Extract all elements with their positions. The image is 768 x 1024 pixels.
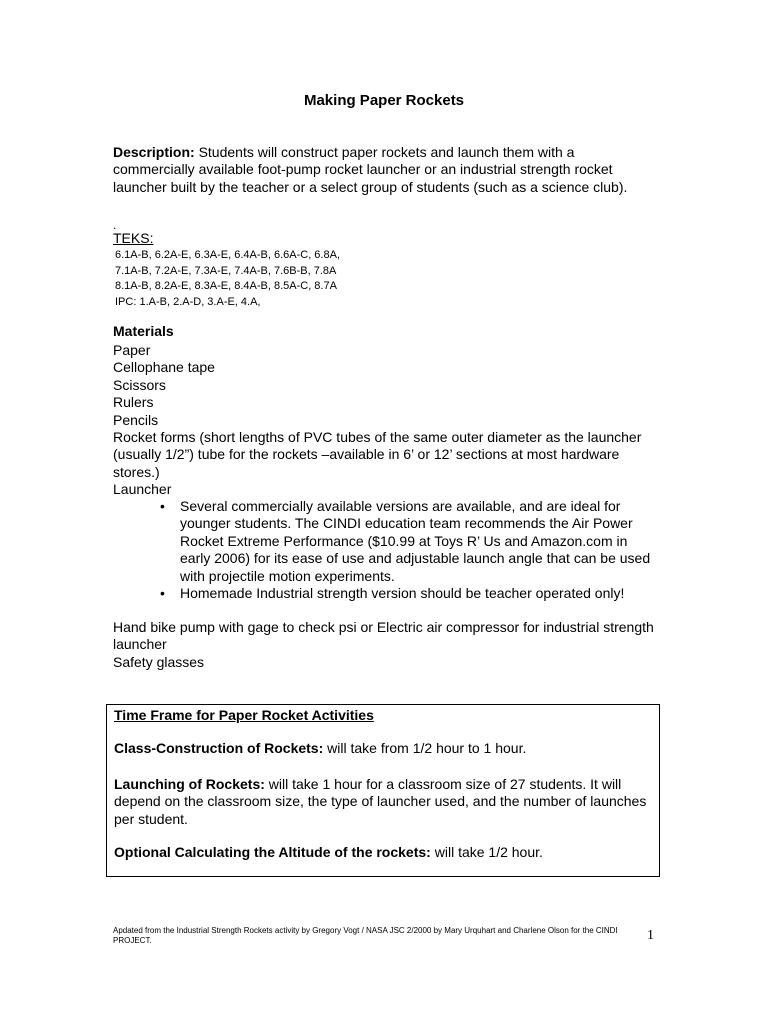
separator-dot: . (113, 218, 117, 232)
description-paragraph (113, 144, 658, 196)
materials-list (113, 342, 658, 499)
time-frame-entry-text: will take 1/2 hour. (430, 844, 543, 860)
time-frame-entry (114, 740, 650, 757)
materials-item: Launcher (113, 481, 172, 498)
time-frame-heading: Time Frame for Paper Rocket Activities (114, 707, 374, 723)
page-number: 1 (647, 928, 654, 943)
teks-line: 8.1A-B, 8.2A-E, 8.3A-E, 8.4A-B, 8.5A-C, 8.7A (115, 280, 337, 292)
description-text: Students will construct paper rockets and launch them with a commercially available foot-pump rocket launcher or an industrial strength rocket launcher built by the teacher or a select group of students (such as a science club). (113, 144, 628, 195)
teks-label: TEKS: (113, 230, 154, 246)
launcher-bullet-text: Several commercially available versions are available, and are ideal for younger students. The CINDI education team recommends the Air Power Rocket Extreme Performance ($10.99 at Toys R’ Us and Amazon.com in early 2006) for its ease of use and adjustable launch angle that can be used with projectile motion experiments. (180, 498, 651, 584)
time-frame-entry (114, 776, 650, 828)
launcher-bullet-text: Homemade Industrial strength version should be teacher operated only! (180, 585, 625, 602)
time-frame-entry-label: Class-Construction of Rockets: (114, 740, 324, 756)
time-frame-entry-text: will take from 1/2 hour to 1 hour. (323, 740, 527, 756)
materials-item: Cellophane tape (113, 359, 215, 376)
materials-item: Safety glasses (113, 653, 205, 670)
time-frame-entry (114, 844, 650, 861)
materials-extra-list (113, 619, 658, 671)
bullet-icon: • (160, 498, 165, 514)
materials-item: Pencils (113, 411, 159, 428)
teks-line: 6.1A-B, 6.2A-E, 6.3A-E, 6.4A-B, 6.6A-C, 6.8A, (115, 249, 340, 261)
time-frame-entry-label: Launching of Rockets: (114, 776, 265, 792)
materials-item: Hand bike pump with gage to check psi or Electric air compressor for industrial strength launcher (113, 619, 654, 653)
materials-heading: Materials (113, 323, 174, 339)
page-title: Making Paper Rockets (303, 92, 465, 109)
teks-list (115, 248, 340, 310)
time-frame-entry-label: Optional Calculating the Altitude of the rockets: (114, 844, 431, 860)
time-frame-entry-text: will take 1 hour for a classroom size of 27 students. It will depend on the classroom size, the type of launcher used, and the number of launches per student. (114, 776, 647, 827)
materials-item: Rocket forms (short lengths of PVC tubes of the same outer diameter as the launcher (usually 1/2”) tube for the rockets –available in 6’ or 12’ sections at most hardware stores.) (113, 429, 642, 480)
footer-credit: Apdated from the Industrial Strength Rockets activity by Gregory Vogt / NASA JSC 2/2000 by Mary Urquhart and Charlene Olson for the CINDI PROJECT. (113, 926, 618, 945)
launcher-bullet-item (160, 585, 660, 602)
launcher-bullet-list (160, 498, 660, 602)
materials-item: Rulers (113, 394, 154, 411)
time-frame-box (106, 704, 660, 877)
description-label: Description: (113, 144, 195, 160)
materials-item: Scissors (113, 376, 166, 393)
materials-item: Paper (113, 342, 151, 358)
teks-line: IPC: 1.A-B, 2.A-D, 3.A-E, 4.A, (115, 295, 261, 308)
launcher-bullet-item (160, 498, 660, 585)
bullet-icon: • (160, 585, 165, 602)
teks-line: 7.1A-B, 7.2A-E, 7.3A-E, 7.4A-B, 7.6B-B, 7.8A (115, 264, 337, 277)
